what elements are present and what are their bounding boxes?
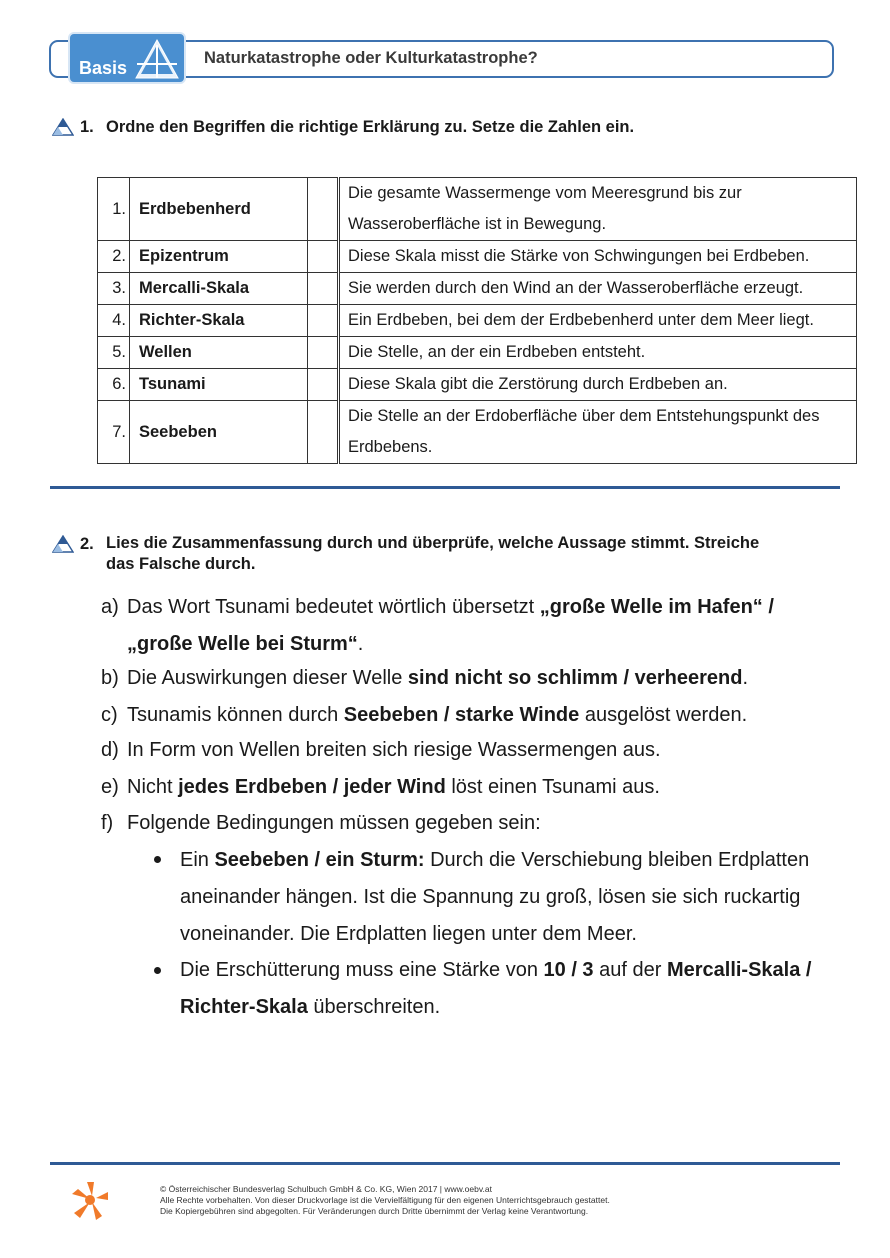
statement-text: Die Auswirkungen dieser Welle [127,667,408,689]
footer-divider [50,1162,840,1165]
choice-option[interactable]: Seebeben / starke Winde [343,704,580,726]
statement-label: d) [101,739,119,761]
table-row [98,241,857,273]
choice-option[interactable]: „große Welle bei Sturm“ [127,633,358,655]
copyright-line: Die Kopiergebühren sind abgegolten. Für Veränderungen durch Dritte übernimmt der Verlag keine Verantwortung. [160,1206,589,1216]
answer-box[interactable] [308,369,339,401]
statement-text: aneinander hängen. Ist die Spannung zu groß, lösen sie sich ruckartig [180,886,801,908]
statement-f [101,805,541,842]
statement-text: überschreiten. [307,996,441,1018]
statement-d [101,732,661,769]
choice-option[interactable]: Mercalli-Skala / [666,959,812,981]
table-row [98,305,857,337]
task2-instruction [106,533,759,575]
statement-c [101,697,747,734]
choice-option[interactable]: 10 / 3 [543,959,594,981]
statement-a [101,589,774,663]
row-number: 1. [98,178,130,241]
statement-text: Folgende Bedingungen müssen gegeben sein: [127,812,541,834]
row-explanation: Die Stelle, an der ein Erdbeben entsteht. [339,337,857,369]
choice-option[interactable]: Seebeben / ein Sturm: [214,849,425,871]
statement-text: löst einen Tsunami aus. [445,776,660,798]
answer-box[interactable] [308,305,339,337]
row-number: 2. [98,241,130,273]
row-explanation: Diese Skala gibt die Zerstörung durch Erdbeben an. [339,369,857,401]
statement-b [101,660,748,697]
pyramid-icon [134,37,180,81]
statement-text: voneinander. Die Erdplatten liegen unter dem Meer. [180,923,637,945]
statement-text: auf der [593,959,667,981]
statement-label: f) [101,812,114,834]
choice-option[interactable]: Richter-Skala [180,996,308,1018]
row-explanation: Sie werden durch den Wind an der Wasseroberfläche erzeugt. [339,273,857,305]
statement-text: In Form von Wellen breiten sich riesige Wassermengen aus. [127,739,661,761]
answer-box[interactable] [308,273,339,305]
matching-table [97,177,857,464]
answer-box[interactable] [308,337,339,369]
row-explanation: Die gesamte Wassermenge vom Meeresgrund bis zur Wasseroberfläche ist in Bewegung. [339,178,857,241]
row-term: Wellen [130,337,308,369]
answer-box[interactable] [308,241,339,273]
statement-text: Ein [180,849,215,871]
task1-number: 1. [80,118,94,136]
statement-label: e) [101,776,119,798]
table-row [98,369,857,401]
level-badge-label: Basis [79,58,128,78]
row-term: Erdbebenherd [130,178,308,241]
worksheet-title: Naturkatastrophe oder Kulturkatastrophe? [204,49,538,67]
statement-label: c) [101,704,118,726]
table-row [98,273,857,305]
statement-e [101,769,660,806]
table-row [98,337,857,369]
choice-option[interactable]: „große Welle im Hafen“ / [539,596,774,618]
statement-text: Nicht [127,776,179,798]
statement-text: Die Erschütterung muss eine Stärke von [180,959,544,981]
bullet-dot [154,856,161,863]
table-row [98,178,857,241]
copyright-line: © Österreichischer Bundesverlag Schulbuch GmbH & Co. KG, Wien 2017 | www.oebv.at [160,1184,492,1194]
task2-number: 2. [80,535,94,553]
bullet-dot [154,967,161,974]
task-level-icon [52,535,74,553]
answer-box[interactable] [308,401,339,464]
bullet-condition-1 [180,842,809,953]
statement-text: ausgelöst werden. [579,704,748,726]
table-row [98,401,857,464]
copyright-line: Alle Rechte vorbehalten. Von dieser Druckvorlage ist die Vervielfältigung für den eigenen Unterrichtsgebrauch gestattet. [160,1195,610,1205]
row-term: Mercalli-Skala [130,273,308,305]
level-badge [68,32,186,84]
answer-box[interactable] [308,178,339,241]
task1-instruction: Ordne den Begriffen die richtige Erklärung zu. Setze die Zahlen ein. [106,118,635,136]
statement-text: . [742,667,748,689]
row-number: 5. [98,337,130,369]
statement-text: Tsunamis können durch [127,704,344,726]
row-term: Richter-Skala [130,305,308,337]
row-term: Tsunami [130,369,308,401]
row-explanation: Die Stelle an der Erdoberfläche über dem Entstehungspunkt des Erdbebens. [339,401,857,464]
statement-label: b) [101,667,119,689]
row-explanation: Ein Erdbeben, bei dem der Erdbebenherd unter dem Meer liegt. [339,305,857,337]
row-number: 6. [98,369,130,401]
statement-label: a) [101,596,119,618]
statement-text: Das Wort Tsunami bedeutet wörtlich übersetzt [127,596,540,618]
row-number: 3. [98,273,130,305]
row-term: Epizentrum [130,241,308,273]
task2-instruction-line1: Lies die Zusammenfassung durch und überprüfe, welche Aussage stimmt. Streiche [106,534,760,552]
row-explanation: Diese Skala misst die Stärke von Schwingungen bei Erdbeben. [339,241,857,273]
choice-option[interactable]: jedes Erdbeben / jeder Wind [178,776,446,798]
section-divider [50,486,840,489]
row-term: Seebeben [130,401,308,464]
choice-option[interactable]: sind nicht so schlimm / verheerend [407,667,743,689]
row-number: 7. [98,401,130,464]
copyright-notice [160,1184,610,1217]
publisher-logo-icon [70,1180,110,1222]
statement-text: Durch die Verschiebung bleiben Erdplatten [424,849,810,871]
task-level-icon [52,118,74,136]
statement-text: . [357,633,364,655]
row-number: 4. [98,305,130,337]
bullet-condition-2 [180,952,811,1026]
task2-instruction-line2: das Falsche durch. [106,555,256,573]
